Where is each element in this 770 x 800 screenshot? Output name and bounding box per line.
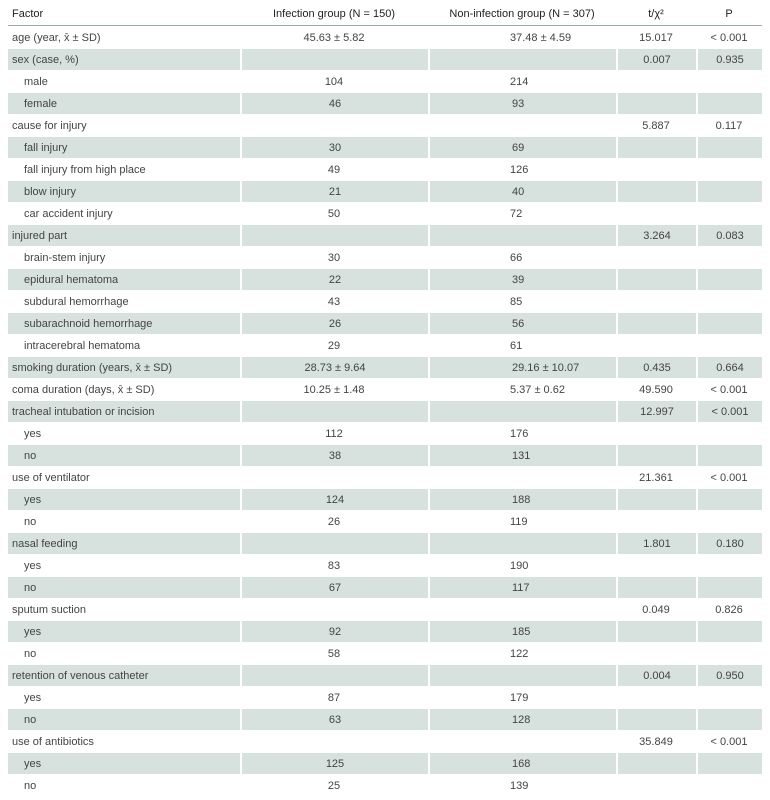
cell-non-infection: 139 (510, 779, 529, 792)
cell-factor: no (8, 709, 240, 730)
cell-infection (240, 225, 428, 246)
table-row (8, 115, 762, 136)
cell-factor: tracheal intubation or incision (8, 401, 240, 422)
header-infection-group: Infection group (N = 150) (240, 3, 428, 26)
cell-statistic (616, 313, 696, 334)
table-row (8, 137, 762, 158)
table-body (8, 27, 762, 796)
cell-factor: nasal feeding (8, 533, 240, 554)
table-row (8, 203, 762, 224)
cell-infection: 87 (327, 691, 341, 704)
cell-statistic: 3.264 (616, 225, 696, 246)
table-row (8, 533, 762, 554)
cell-statistic: 0.049 (642, 603, 670, 616)
cell-non-infection: 119 (510, 515, 528, 528)
cell-infection (240, 533, 428, 554)
cell-non-infection (428, 401, 616, 422)
table-row (8, 423, 762, 444)
cell-infection: 50 (327, 207, 341, 220)
cell-non-infection (428, 599, 616, 620)
cell-factor: fall injury from high place (24, 163, 146, 176)
table-row (8, 665, 762, 686)
cell-p-value (696, 137, 762, 158)
cell-p-value (696, 445, 762, 466)
cell-infection (240, 731, 428, 752)
cell-non-infection: 29.16 ± 10.07 (428, 357, 616, 378)
cell-factor: sputum suction (12, 603, 86, 616)
cell-non-infection: 185 (428, 621, 616, 642)
cell-p-value (696, 159, 762, 180)
cell-factor: yes (8, 753, 240, 774)
cell-infection (240, 401, 428, 422)
data-table (8, 2, 762, 797)
cell-non-infection (428, 467, 616, 488)
cell-infection: 124 (240, 489, 428, 510)
cell-factor: female (8, 93, 240, 114)
cell-factor: yes (24, 691, 42, 704)
table-row (8, 269, 762, 290)
cell-factor: sex (case, %) (8, 49, 240, 70)
cell-non-infection: 168 (428, 753, 616, 774)
cell-factor: use of ventilator (12, 471, 90, 484)
cell-p-value: 0.826 (715, 603, 743, 616)
cell-infection: 49 (327, 163, 341, 176)
cell-non-infection: 190 (510, 559, 529, 572)
cell-statistic: 5.887 (642, 119, 670, 132)
cell-statistic: 1.801 (616, 533, 696, 554)
cell-p-value: < 0.001 (710, 471, 748, 484)
cell-p-value: 0.950 (696, 665, 762, 686)
cell-p-value (696, 269, 762, 290)
cell-infection (240, 49, 428, 70)
cell-factor: epidural hematoma (8, 269, 240, 290)
cell-infection (240, 599, 428, 620)
table-row (8, 49, 762, 70)
cell-non-infection: 56 (428, 313, 616, 334)
cell-infection: 125 (240, 753, 428, 774)
cell-p-value (696, 555, 762, 576)
table-row (8, 335, 762, 356)
table-row (8, 467, 762, 488)
cell-non-infection: 122 (510, 647, 529, 660)
cell-infection: 104 (324, 75, 344, 88)
cell-statistic (616, 643, 696, 664)
cell-statistic (616, 181, 696, 202)
table-row (8, 225, 762, 246)
cell-infection: 83 (327, 559, 341, 572)
cell-factor: no (24, 515, 37, 528)
header-p-value: P (696, 3, 762, 26)
cell-p-value (696, 93, 762, 114)
table-row (8, 445, 762, 466)
cell-factor: coma duration (days, x̄ ± SD) (12, 383, 155, 396)
cell-statistic (616, 335, 696, 356)
header-row (8, 3, 762, 26)
cell-factor: age (year, x̄ ± SD) (12, 31, 101, 44)
cell-statistic: 0.435 (616, 357, 696, 378)
cell-p-value (696, 181, 762, 202)
cell-non-infection (428, 49, 616, 70)
cell-non-infection: 126 (510, 163, 529, 176)
cell-p-value: < 0.001 (710, 735, 748, 748)
table-row (8, 511, 762, 532)
cell-infection: 46 (240, 93, 428, 114)
cell-non-infection: 39 (428, 269, 616, 290)
table-row (8, 731, 762, 752)
cell-infection: 38 (240, 445, 428, 466)
cell-infection: 26 (327, 515, 341, 528)
table-row (8, 357, 762, 378)
cell-infection: 92 (240, 621, 428, 642)
cell-statistic: 35.849 (639, 735, 673, 748)
cell-non-infection: 37.48 ± 4.59 (510, 31, 572, 44)
cell-statistic (616, 159, 696, 180)
table-row (8, 753, 762, 774)
cell-infection: 22 (240, 269, 428, 290)
cell-factor: brain-stem injury (24, 251, 106, 264)
cell-non-infection: 66 (510, 251, 523, 264)
header-statistic: t/χ² (616, 3, 696, 26)
cell-infection: 43 (327, 295, 341, 308)
cell-statistic (616, 269, 696, 290)
cell-factor: yes (24, 427, 42, 440)
cell-factor: subdural hemorrhage (24, 295, 129, 308)
cell-p-value (696, 203, 762, 224)
cell-non-infection (428, 533, 616, 554)
table-row (8, 775, 762, 796)
cell-p-value (696, 423, 762, 444)
cell-statistic (616, 709, 696, 730)
table-row (8, 159, 762, 180)
cell-non-infection (428, 665, 616, 686)
cell-infection: 58 (327, 647, 341, 660)
table-row (8, 555, 762, 576)
cell-infection: 10.25 ± 1.48 (303, 383, 365, 396)
cell-factor: cause for injury (12, 119, 87, 132)
table-row (8, 291, 762, 312)
cell-p-value (696, 709, 762, 730)
cell-infection: 29 (327, 339, 341, 352)
cell-p-value (696, 775, 762, 796)
cell-non-infection: 188 (428, 489, 616, 510)
cell-p-value (696, 71, 762, 92)
cell-factor: retention of venous catheter (8, 665, 240, 686)
table-row (8, 621, 762, 642)
table-row (8, 93, 762, 114)
cell-statistic (616, 291, 696, 312)
cell-factor: fall injury (8, 137, 240, 158)
cell-p-value: 0.180 (696, 533, 762, 554)
cell-p-value (696, 291, 762, 312)
cell-non-infection (428, 731, 616, 752)
table-row (8, 401, 762, 422)
cell-infection (240, 665, 428, 686)
cell-infection: 26 (240, 313, 428, 334)
cell-factor: no (8, 445, 240, 466)
cell-non-infection: 128 (428, 709, 616, 730)
cell-infection: 30 (240, 137, 428, 158)
cell-p-value: 0.083 (696, 225, 762, 246)
cell-statistic (616, 687, 696, 708)
cell-p-value (696, 313, 762, 334)
cell-non-infection: 85 (510, 295, 523, 308)
cell-p-value: 0.664 (696, 357, 762, 378)
cell-statistic (616, 71, 696, 92)
cell-statistic (616, 93, 696, 114)
table-row (8, 247, 762, 268)
cell-factor: yes (8, 489, 240, 510)
cell-p-value (696, 489, 762, 510)
cell-p-value: 0.935 (696, 49, 762, 70)
table-row (8, 577, 762, 598)
cell-p-value (696, 577, 762, 598)
cell-infection (240, 467, 428, 488)
cell-non-infection: 93 (428, 93, 616, 114)
cell-statistic (616, 753, 696, 774)
table-row (8, 599, 762, 620)
cell-factor: intracerebral hematoma (24, 339, 141, 352)
cell-factor: blow injury (8, 181, 240, 202)
cell-non-infection: 61 (510, 339, 523, 352)
table-row (8, 709, 762, 730)
cell-statistic (616, 445, 696, 466)
table-row (8, 313, 762, 334)
cell-infection: 63 (240, 709, 428, 730)
cell-statistic (616, 555, 696, 576)
cell-statistic (616, 489, 696, 510)
cell-p-value: < 0.001 (696, 401, 762, 422)
cell-factor: no (24, 647, 37, 660)
header-factor: Factor (8, 3, 240, 26)
cell-factor: no (24, 779, 37, 792)
cell-non-infection: 179 (510, 691, 529, 704)
table-row (8, 643, 762, 664)
cell-factor: smoking duration (years, x̄ ± SD) (8, 357, 240, 378)
cell-statistic: 12.997 (616, 401, 696, 422)
cell-p-value (696, 643, 762, 664)
cell-infection (240, 115, 428, 136)
cell-statistic (616, 423, 696, 444)
cell-statistic (616, 511, 696, 532)
cell-p-value (696, 247, 762, 268)
table-row (8, 489, 762, 510)
cell-infection: 28.73 ± 9.64 (240, 357, 428, 378)
cell-statistic: 49.590 (639, 383, 673, 396)
cell-p-value: < 0.001 (710, 383, 748, 396)
table-row (8, 181, 762, 202)
cell-factor: male (24, 75, 48, 88)
cell-statistic (616, 775, 696, 796)
header-non-infection-group: Non-infection group (N = 307) (428, 3, 616, 26)
cell-statistic: 0.004 (616, 665, 696, 686)
cell-p-value: 0.117 (715, 119, 743, 132)
cell-p-value (696, 687, 762, 708)
cell-non-infection: 69 (428, 137, 616, 158)
cell-non-infection: 72 (510, 207, 523, 220)
cell-statistic (616, 203, 696, 224)
cell-statistic (616, 577, 696, 598)
cell-p-value (696, 335, 762, 356)
cell-factor: yes (8, 621, 240, 642)
cell-factor: use of antibiotics (12, 735, 94, 748)
cell-non-infection (428, 225, 616, 246)
cell-p-value (696, 621, 762, 642)
cell-infection: 30 (327, 251, 341, 264)
cell-infection: 21 (240, 181, 428, 202)
cell-statistic: 15.017 (639, 31, 673, 44)
cell-statistic: 21.361 (639, 471, 673, 484)
cell-infection: 67 (240, 577, 428, 598)
cell-factor: car accident injury (24, 207, 113, 220)
cell-p-value (696, 753, 762, 774)
cell-p-value (696, 511, 762, 532)
cell-infection: 45.63 ± 5.82 (303, 31, 365, 44)
table-row (8, 71, 762, 92)
cell-non-infection: 214 (510, 75, 529, 88)
cell-non-infection: 131 (428, 445, 616, 466)
cell-non-infection: 176 (510, 427, 529, 440)
table-row (8, 27, 762, 48)
cell-infection: 25 (327, 779, 341, 792)
table-row (8, 379, 762, 400)
cell-infection: 112 (325, 427, 343, 440)
cell-factor: injured part (8, 225, 240, 246)
cell-factor: subarachnoid hemorrhage (8, 313, 240, 334)
cell-non-infection: 117 (428, 577, 616, 598)
cell-statistic (616, 621, 696, 642)
cell-factor: no (8, 577, 240, 598)
cell-statistic: 0.007 (616, 49, 696, 70)
cell-non-infection: 5.37 ± 0.62 (510, 383, 565, 396)
cell-non-infection (428, 115, 616, 136)
cell-statistic (616, 247, 696, 268)
cell-p-value: < 0.001 (710, 31, 748, 44)
cell-factor: yes (24, 559, 42, 572)
cell-statistic (616, 137, 696, 158)
cell-non-infection: 40 (428, 181, 616, 202)
table-row (8, 687, 762, 708)
